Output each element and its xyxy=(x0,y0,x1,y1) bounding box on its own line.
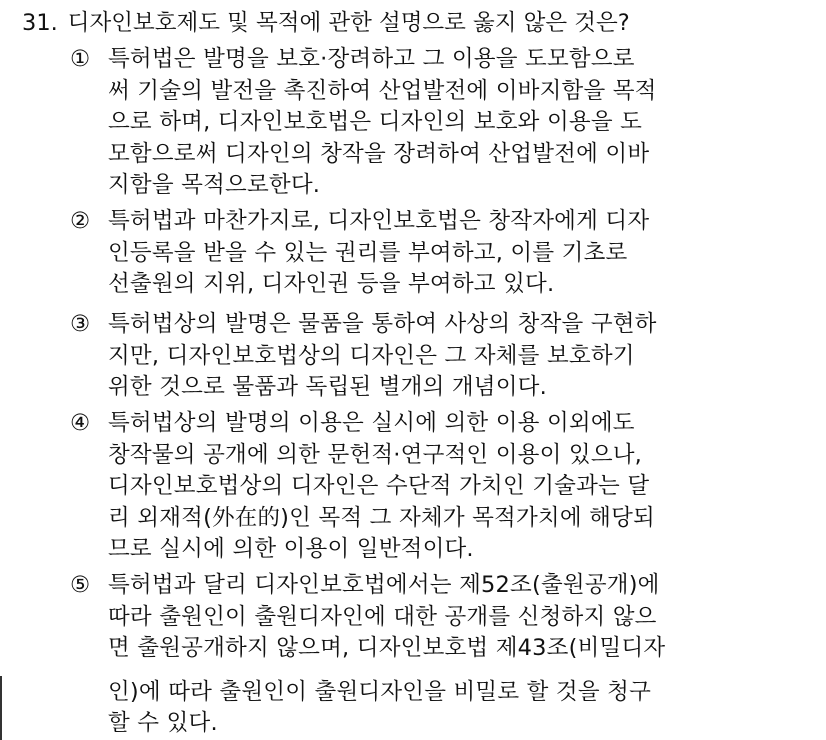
option-2-line-2: 인등록을 받을 수 있는 권리를 부여하고, 이를 기초로 xyxy=(108,239,628,266)
option-4-line-4: 리 외재적(外在的)인 목적 그 자체가 목적가치에 해당되 xyxy=(108,504,655,531)
option-4-line-5: 므로 실시에 의한 이용이 일반적이다. xyxy=(108,536,474,562)
option-1-line-5: 지함을 목적으로한다. xyxy=(108,172,321,198)
option-4-line-3: 디자인보호법상의 디자인은 수단적 가치인 기술과는 달 xyxy=(108,473,650,499)
option-3 xyxy=(70,309,770,404)
option-1-marker: ① xyxy=(70,46,91,72)
page-margin-rule xyxy=(0,676,2,740)
option-2 xyxy=(70,206,770,301)
option-5-line-3: 면 출원공개하지 않으며, 디자인보호법 제43조(비밀디자 xyxy=(108,635,666,661)
option-1-line-3: 으로 하며, 디자인보호법은 디자인의 보호와 이용을 도 xyxy=(108,109,643,135)
option-1-line-1: 특허법은 발명을 보호·장려하고 그 이용을 도모함으로 xyxy=(108,46,635,72)
option-1-line-2: 써 기술의 발전을 촉진하여 산업발전에 이바지함을 목적 xyxy=(108,77,657,104)
option-5-line-1: 특허법과 달리 디자인보호법에서는 제52조(출원공개)에 xyxy=(108,572,660,598)
option-5-line-4: 인)에 따라 출원인이 출원디자인을 비밀로 할 것을 청구 xyxy=(108,678,652,705)
option-5-marker: ⑤ xyxy=(70,572,91,598)
option-4 xyxy=(70,408,770,566)
option-4-marker: ④ xyxy=(70,410,91,436)
question-text: 디자인보호제도 및 목적에 관한 설명으로 옳지 않은 것은? xyxy=(67,10,630,36)
option-3-line-2: 지만, 디자인보호법상의 디자인은 그 자체를 보호하기 xyxy=(108,342,635,369)
question-stem xyxy=(22,6,630,40)
option-4-line-1: 특허법상의 발명의 이용은 실시에 의한 이용 이외에도 xyxy=(108,410,635,436)
option-3-line-1: 특허법상의 발명은 물품을 통하여 사상의 창작을 구현하 xyxy=(108,311,657,337)
option-1 xyxy=(70,44,770,202)
option-3-line-3: 위한 것으로 물품과 독립된 별개의 개념이다. xyxy=(108,374,547,400)
option-5-line-5: 할 수 있다. xyxy=(108,710,218,736)
question-number: 31. xyxy=(22,10,58,36)
option-5-line-2: 따라 출원인이 출원디자인에 대한 공개를 신청하지 않으 xyxy=(108,603,657,630)
option-5 xyxy=(70,570,770,740)
option-2-marker: ② xyxy=(70,208,91,234)
option-1-line-4: 모함으로써 디자인의 창작을 장려하여 산업발전에 이바 xyxy=(108,140,650,167)
option-2-line-3: 선출원의 지위, 디자인권 등을 부여하고 있다. xyxy=(108,271,555,297)
option-2-line-1: 특허법과 마찬가지로, 디자인보호법은 창작자에게 디자 xyxy=(108,208,650,234)
option-3-marker: ③ xyxy=(70,311,91,337)
option-4-line-2: 창작물의 공개에 의한 문헌적·연구적인 이용이 있으나, xyxy=(108,441,643,468)
